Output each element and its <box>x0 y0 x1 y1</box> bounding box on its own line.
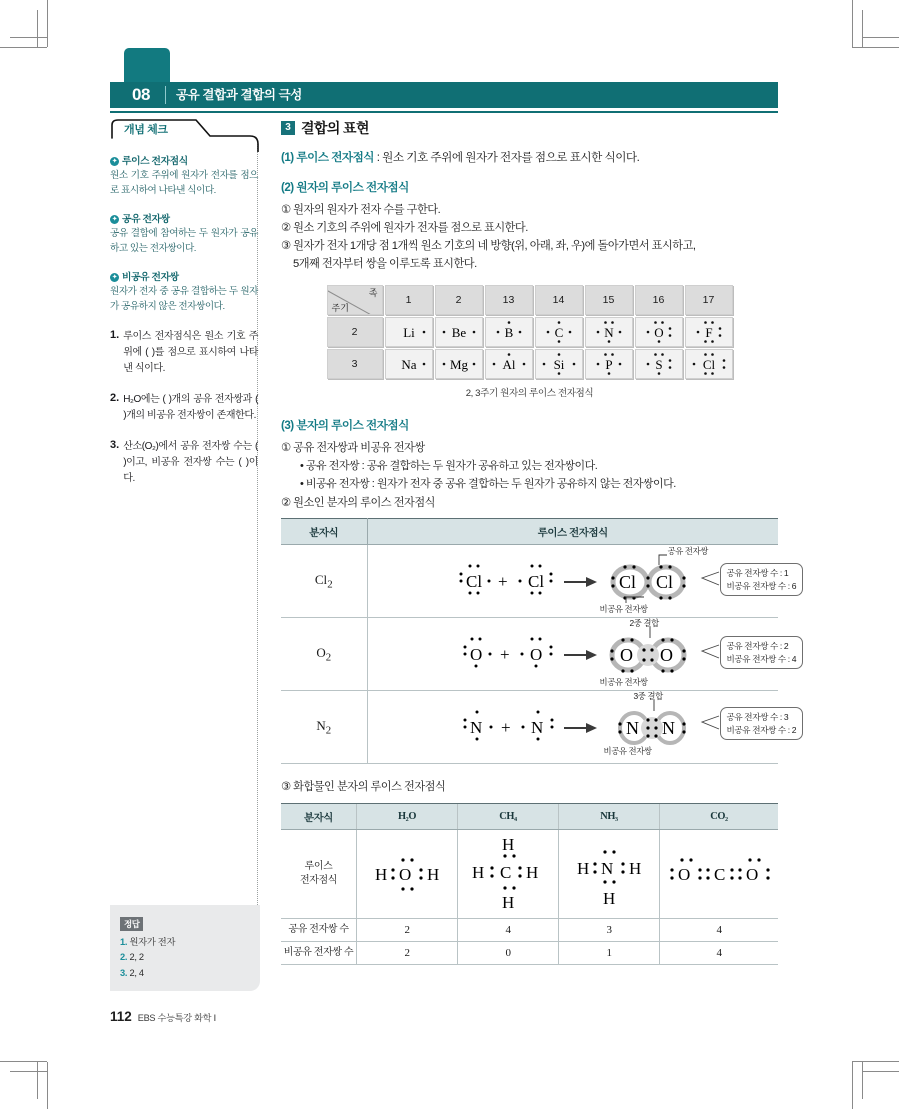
lewis-symbol-o <box>636 318 682 346</box>
callout-lone: 비공유 전자쌍 수 : 2 <box>726 724 797 735</box>
diamond-bullet-icon: ✦ <box>111 274 118 282</box>
svg-text:O: O <box>529 645 542 665</box>
step-1: ① 원자의 원자가 전자 수를 구한다. <box>281 204 441 216</box>
quiz-item <box>110 392 258 424</box>
sub3-item1-heading: ① 공유 전자쌍과 비공유 전자쌍 <box>281 441 425 454</box>
table-corner-cell <box>327 285 383 315</box>
callout-shared: 공유 전자쌍 수 : 2 <box>726 641 789 652</box>
svg-text:O: O <box>619 645 633 666</box>
answer-text: 원자가 전자 <box>129 937 176 947</box>
annotation-leader-line <box>624 590 658 604</box>
svg-text:H: H <box>375 865 387 885</box>
col-header-formula: 분자식 <box>281 519 367 545</box>
svg-text:Cl: Cl <box>618 572 636 593</box>
corner-label-group: 족 <box>368 287 378 298</box>
element-cell <box>635 349 683 379</box>
svg-text:+: + <box>499 645 510 665</box>
lewis-diagram-cell <box>367 618 797 691</box>
concept-check-tab <box>110 118 260 140</box>
shared-pair-count: 4 <box>458 919 559 942</box>
lewis-symbol-c <box>536 318 582 346</box>
answer-number: 1. <box>120 937 128 947</box>
svg-text:O: O <box>653 324 664 340</box>
corner-label-period: 주기 <box>331 302 349 313</box>
term-body: 원자가 전자 중 공유 결합하는 두 원자가 공유하지 않은 전자쌍이다. <box>110 286 258 312</box>
step-2: ② 원소 기호의 주위에 원자가 전자를 점으로 표시한다. <box>281 222 528 235</box>
svg-text:Be: Be <box>451 324 466 340</box>
element-cell <box>585 349 633 379</box>
header-rule <box>110 111 778 113</box>
lewis-symbol-b <box>486 318 532 346</box>
svg-text:H: H <box>577 859 589 879</box>
answer-number: 3. <box>120 967 128 978</box>
quiz-item <box>110 329 258 377</box>
lewis-structure-h2o <box>357 830 458 919</box>
col-header-lewis: 루이스 전자점식 <box>367 519 778 545</box>
sidebar <box>110 118 258 487</box>
compound-table <box>281 803 778 965</box>
group-header: 14 <box>535 285 583 315</box>
callout-shared: 공유 전자쌍 수 : 3 <box>726 712 789 723</box>
term-body: 원소 기호 주위에 원자가 전자를 점으로 표시하여 나타낸 식이다. <box>110 170 258 196</box>
table-row <box>327 317 733 347</box>
answer-box <box>110 905 260 991</box>
element-cell <box>435 317 483 347</box>
diamond-bullet-icon: ✦ <box>111 216 118 224</box>
row-label-lewis: 루이스 전자점식 <box>281 830 357 919</box>
subsection-2-heading: (2) 원자의 루이스 전자점식 <box>281 181 409 194</box>
chapter-title: 공유 결합과 결합의 극성 <box>176 88 302 102</box>
group-header: 1 <box>385 285 433 315</box>
svg-text:N: N <box>469 718 482 738</box>
callout-shared: 공유 전자쌍 수 : 1 <box>726 568 789 579</box>
svg-text:C: C <box>500 863 511 883</box>
callout-leader-line <box>698 713 720 735</box>
col-header-formula: 분자식 <box>281 804 357 830</box>
section-title: 결합의 표현 <box>301 120 369 136</box>
table-row <box>327 285 733 315</box>
svg-text:C: C <box>714 865 725 885</box>
element-cell <box>535 317 583 347</box>
answer-row <box>120 950 250 965</box>
svg-text:N: N <box>530 718 543 738</box>
svg-text:H: H <box>427 865 439 885</box>
lewis-symbol-n <box>586 318 632 346</box>
element-cell <box>635 317 683 347</box>
callout-lone: 비공유 전자쌍 수 : 4 <box>726 653 797 664</box>
double-bond-label: 2중 결합 <box>629 618 659 629</box>
lewis-symbol-li <box>386 318 432 346</box>
element-cell <box>685 349 733 379</box>
svg-text:F: F <box>704 324 713 340</box>
page-footer <box>110 1008 216 1026</box>
reaction-arrow-icon <box>564 721 598 735</box>
book-title: EBS 수능특강 화학 Ⅰ <box>137 1013 216 1023</box>
svg-text:Cl: Cl <box>465 572 482 592</box>
co2-structure <box>660 844 778 904</box>
table-row <box>281 830 778 919</box>
table-row <box>281 618 778 691</box>
element-cell <box>485 349 533 379</box>
ch4-structure <box>458 834 558 914</box>
col-header-molecule: CO₂ <box>660 804 779 830</box>
h2o-structure <box>357 844 457 904</box>
lone-pair-annotation: 비공유 전자쌍 <box>599 677 648 688</box>
sub3-bullet: • 공유 전자쌍 : 공유 결합하는 두 원자가 공유하고 있는 전자쌍이다. <box>300 459 598 472</box>
reaction-arrow-icon <box>564 575 598 589</box>
n2-diagram <box>368 691 797 763</box>
answer-box-title: 정답 <box>120 917 143 931</box>
element-cell <box>685 317 733 347</box>
quiz-item <box>110 439 258 487</box>
svg-text:H: H <box>502 893 514 913</box>
svg-text:C: C <box>554 324 563 340</box>
chapter-number: 08 <box>132 85 150 104</box>
period-label: 3 <box>327 349 383 379</box>
header-separator <box>165 86 166 104</box>
lewis-symbol-al <box>486 350 532 378</box>
svg-text:N: N <box>603 324 614 340</box>
annotation-leader-line <box>650 700 658 712</box>
svg-text:B: B <box>504 324 513 340</box>
cl2-callout <box>720 563 804 596</box>
svg-text:N: N <box>625 718 639 739</box>
cl2-diagram <box>368 545 797 617</box>
svg-text:+: + <box>500 718 511 738</box>
diamond-bullet-icon: ✦ <box>111 158 118 165</box>
svg-text:S: S <box>654 356 663 372</box>
n2-callout <box>720 707 804 740</box>
section-number-badge: 3 <box>281 121 295 135</box>
svg-text:Cl: Cl <box>655 572 673 593</box>
group-header: 13 <box>485 285 533 315</box>
subsection-1-label: (1) 루이스 전자점식 <box>281 151 375 164</box>
lewis-structure-co2 <box>660 830 779 919</box>
term-heading: ✦ 루이스 전자점식 <box>111 156 188 167</box>
callout-leader-line <box>698 569 720 591</box>
molecule-formula: $Cl_2$ <box>281 545 367 618</box>
subsection-1-heading <box>281 149 778 165</box>
lewis-symbol-na <box>386 350 432 378</box>
shared-pair-count: 3 <box>559 919 660 942</box>
lewis-structure-ch4 <box>458 830 559 919</box>
svg-text:Cl: Cl <box>527 572 544 592</box>
term-entry <box>110 211 258 256</box>
shared-pair-count: 2 <box>357 919 458 942</box>
lone-pair-count: 4 <box>660 942 779 965</box>
lone-pair-count: 2 <box>357 942 458 965</box>
quiz-text: H₂O에는 ( )개의 공유 전자쌍과 ( )개의 비공유 전자쌍이 존재한다. <box>123 394 258 422</box>
subsection-1-text: : 원소 기호 주위에 원자가 전자를 점으로 표시한 식이다. <box>374 151 640 164</box>
term-entry <box>110 153 258 198</box>
sub3-item2-heading: ② 원소인 분자의 루이스 전자점식 <box>281 497 435 510</box>
concept-check-label: 개념 체크 <box>124 124 168 136</box>
table-row <box>281 942 778 965</box>
quiz-text: 산소(O₂)에서 공유 전자쌍 수는 ( )이고, 비공유 전자쌍 수는 ( )이다. <box>123 441 258 485</box>
term-heading: ✦ 공유 전자쌍 <box>111 214 170 226</box>
table-row <box>281 545 778 618</box>
element-cell <box>385 349 433 379</box>
step-3-cont: 5개째 전자부터 쌍을 이루도록 표시한다. <box>293 258 477 271</box>
col-header-molecule: CH₄ <box>458 804 559 830</box>
svg-text:H: H <box>502 835 514 855</box>
element-cell <box>435 349 483 379</box>
lewis-symbol-cl <box>686 350 732 378</box>
table-header-row <box>281 519 778 545</box>
svg-text:Mg: Mg <box>449 356 468 372</box>
svg-text:H: H <box>603 889 615 909</box>
svg-text:Li: Li <box>402 324 415 340</box>
annotation-leader-line <box>658 554 668 566</box>
element-cell <box>485 317 533 347</box>
svg-text:+: + <box>497 572 508 592</box>
quiz-number: 3. <box>110 439 120 452</box>
element-cell <box>535 349 583 379</box>
periodic-table-caption: 2, 3주기 원자의 루이스 전자점식 <box>465 387 594 399</box>
quiz-text: 루이스 전자점식은 원소 기호 주위에 ( )를 점으로 표시하여 나타낸 식이다. <box>123 331 258 375</box>
triple-bond-label: 3중 결합 <box>633 691 663 702</box>
periodic-table <box>325 283 735 381</box>
lone-pair-count: 0 <box>458 942 559 965</box>
lewis-diagram-cell <box>367 545 797 618</box>
element-cell <box>585 317 633 347</box>
svg-text:O: O <box>678 865 690 885</box>
lewis-symbol-f <box>686 318 732 346</box>
section-heading <box>281 118 778 138</box>
svg-text:N: N <box>601 859 613 879</box>
lewis-structure-nh3 <box>559 830 660 919</box>
quiz-number: 2. <box>110 392 120 405</box>
page-number: 112 <box>110 1009 132 1024</box>
table-row <box>327 349 733 379</box>
sub3-item3-heading: ③ 화합물인 분자의 루이스 전자점식 <box>281 781 446 794</box>
quiz-number: 1. <box>110 329 120 342</box>
term-heading: ✦ 비공유 전자쌍 <box>111 272 179 284</box>
col-header-molecule: NH₃ <box>559 804 660 830</box>
lewis-symbol-si <box>536 350 582 378</box>
lewis-symbol-be <box>436 318 482 346</box>
svg-text:Si: Si <box>553 356 564 372</box>
lewis-diagram-cell <box>367 691 797 764</box>
lewis-symbol-mg <box>436 350 482 378</box>
term-body: 공유 결합에 참여하는 두 원자가 공유하고 있는 전자쌍이다. <box>110 228 258 254</box>
table-row <box>281 919 778 942</box>
period-label: 2 <box>327 317 383 347</box>
svg-text:Al: Al <box>502 356 515 372</box>
col-header-molecule: H₂O <box>357 804 458 830</box>
svg-text:O: O <box>469 645 482 665</box>
lewis-symbol-p <box>586 350 632 378</box>
svg-text:O: O <box>746 865 758 885</box>
reaction-arrow-icon <box>564 648 598 662</box>
group-header: 2 <box>435 285 483 315</box>
callout-lone: 비공유 전자쌍 수 : 6 <box>726 580 797 591</box>
answer-row <box>120 935 250 950</box>
svg-text:O: O <box>399 865 411 885</box>
lone-pair-annotation: 비공유 전자쌍 <box>603 746 652 757</box>
shared-pair-annotation: 공유 전자쌍 <box>667 546 708 557</box>
subsection-3-heading: (3) 분자의 루이스 전자점식 <box>281 418 409 432</box>
svg-text:P: P <box>604 356 613 372</box>
element-molecule-table <box>281 518 797 764</box>
answer-text: 2, 2 <box>129 952 144 963</box>
svg-text:H: H <box>526 863 538 883</box>
sub3-bullet: • 비공유 전자쌍 : 원자가 전자 중 공유 결합하는 두 원자가 공유하지 않는 전자쌍이다. <box>300 478 676 491</box>
lewis-symbol-s <box>636 350 682 378</box>
annotation-leader-line <box>646 627 654 639</box>
table-row <box>281 691 778 764</box>
answer-row <box>120 966 250 981</box>
molecule-formula: $O_2$ <box>281 618 367 691</box>
answer-number: 2. <box>120 952 128 963</box>
answer-text: 2, 4 <box>129 967 144 978</box>
o2-diagram <box>368 618 797 690</box>
svg-text:H: H <box>472 863 484 883</box>
svg-text:Na: Na <box>400 356 417 372</box>
term-entry <box>110 269 258 314</box>
main-content <box>281 118 797 965</box>
svg-text:H: H <box>629 859 641 879</box>
callout-leader-line <box>698 642 720 664</box>
step-3: ③ 원자가 전자 1개당 점 1개씩 원소 기호의 네 방향(위, 아래, 좌, 우)에 돌아가면서 표시하고, <box>281 240 696 253</box>
group-header: 17 <box>685 285 733 315</box>
svg-text:N: N <box>661 718 675 739</box>
o2-callout <box>720 636 804 669</box>
group-header: 15 <box>585 285 633 315</box>
row-label-shared: 공유 전자쌍 수 <box>281 919 357 942</box>
svg-text:O: O <box>659 645 673 666</box>
o2-product <box>608 630 704 680</box>
svg-text:Cl: Cl <box>702 356 715 372</box>
molecule-formula: $N_2$ <box>281 691 367 764</box>
row-label-lone: 비공유 전자쌍 수 <box>281 942 357 965</box>
group-header: 16 <box>635 285 683 315</box>
nh3-structure <box>559 838 659 910</box>
periodic-table-wrapper <box>281 283 778 381</box>
lone-pair-count: 1 <box>559 942 660 965</box>
element-cell <box>385 317 433 347</box>
lone-pair-annotation: 비공유 전자쌍 <box>599 604 648 615</box>
shared-pair-count: 4 <box>660 919 779 942</box>
table-header-row <box>281 804 778 830</box>
